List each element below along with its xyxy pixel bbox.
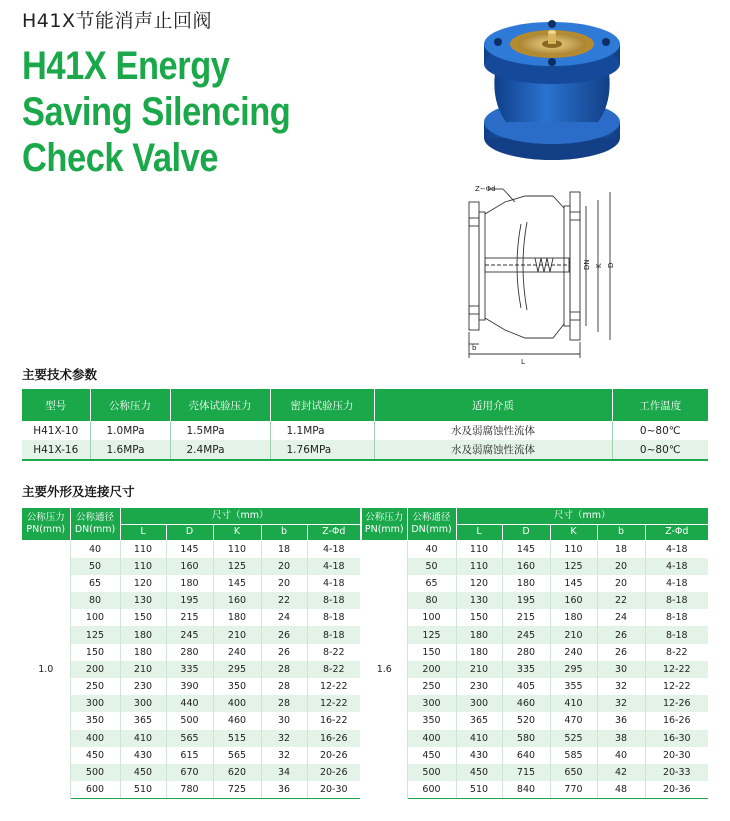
- dimension-cell: 20-26: [307, 747, 360, 764]
- dimension-cell: 500: [70, 764, 120, 781]
- dimension-cell: 195: [166, 592, 213, 609]
- dimension-cell: 500: [166, 712, 213, 729]
- dimension-cell: 180: [550, 609, 597, 626]
- dimension-cell: 355: [550, 678, 597, 695]
- dimension-cell: 350: [213, 678, 261, 695]
- dimension-cell: 520: [502, 712, 550, 729]
- dimension-cell: 28: [261, 695, 307, 712]
- dimension-cell: 640: [502, 747, 550, 764]
- dimension-cell: 410: [550, 695, 597, 712]
- dimension-cell: 65: [70, 575, 120, 592]
- dimension-cell: 160: [213, 592, 261, 609]
- dimension-cell: 280: [502, 644, 550, 661]
- dimension-cell: 8-18: [307, 626, 360, 643]
- table-row: [22, 695, 360, 712]
- dimension-cell: 22: [597, 592, 645, 609]
- spec-header-seal-test: 密封试验压力: [270, 389, 374, 421]
- dimension-cell: 12-22: [307, 678, 360, 695]
- dimension-cell: 150: [120, 609, 166, 626]
- dimension-cell: 250: [407, 678, 456, 695]
- dimension-cell: 12-22: [307, 695, 360, 712]
- dimension-cell: 180: [502, 575, 550, 592]
- table-row: [362, 712, 708, 729]
- table-row: [362, 661, 708, 678]
- dimension-cell: 405: [502, 678, 550, 695]
- dimension-cell: 780: [166, 781, 213, 799]
- dimension-cell: 180: [120, 644, 166, 661]
- dimension-cell: 24: [597, 609, 645, 626]
- spec-cell: 0~80℃: [612, 440, 708, 460]
- pn-value: 1.6: [362, 540, 407, 799]
- header-col-4: Z-Φd: [645, 524, 708, 540]
- dimension-cell: 4-18: [307, 575, 360, 592]
- dimension-cell: 725: [213, 781, 261, 799]
- dimension-cell: 145: [213, 575, 261, 592]
- dimension-cell: 38: [597, 730, 645, 747]
- dimension-cell: 180: [166, 575, 213, 592]
- dimension-cell: 8-18: [307, 609, 360, 626]
- dimension-cell: 460: [213, 712, 261, 729]
- dimension-cell: 125: [550, 558, 597, 575]
- header-col-0: L: [120, 524, 166, 540]
- dimension-cell: 500: [407, 764, 456, 781]
- table-row: [362, 695, 708, 712]
- spec-cell: 1.1MPa: [270, 421, 374, 440]
- dimension-cell: 32: [597, 695, 645, 712]
- spec-cell: H41X-16: [22, 440, 90, 460]
- table-row: [22, 781, 360, 799]
- dimension-cell: 50: [70, 558, 120, 575]
- dimension-cell: 210: [120, 661, 166, 678]
- spec-cell: 2.4MPa: [170, 440, 270, 460]
- dimension-cell: 8-18: [645, 626, 708, 643]
- header-dn: 公称通径DN(mm): [407, 508, 456, 540]
- dimension-cell: 350: [70, 712, 120, 729]
- dimension-cell: 230: [120, 678, 166, 695]
- dimension-cell: 620: [213, 764, 261, 781]
- dimension-cell: 615: [166, 747, 213, 764]
- dimension-cell: 26: [597, 644, 645, 661]
- dimension-cell: 130: [456, 592, 502, 609]
- spec-section-title: 主要技术参数: [22, 367, 98, 382]
- dimension-cell: 200: [70, 661, 120, 678]
- dimension-cell: 210: [456, 661, 502, 678]
- dimension-cell: 125: [70, 626, 120, 643]
- dimension-cell: 20-26: [307, 764, 360, 781]
- table-row: [22, 678, 360, 695]
- dimension-cell: 300: [407, 695, 456, 712]
- table-row: [22, 592, 360, 609]
- header-col-1: D: [502, 524, 550, 540]
- dimension-cell: 180: [120, 626, 166, 643]
- table-row: [22, 730, 360, 747]
- spec-table: [22, 389, 708, 461]
- dimension-cell: 8-18: [645, 592, 708, 609]
- dimension-cell: 470: [550, 712, 597, 729]
- table-row: [362, 609, 708, 626]
- dimension-cell: 16-26: [307, 730, 360, 747]
- table-row: [362, 575, 708, 592]
- dimension-cell: 50: [407, 558, 456, 575]
- dimension-cell: 28: [261, 661, 307, 678]
- dimension-cell: 26: [597, 626, 645, 643]
- label-b: b: [472, 344, 477, 352]
- dimension-cell: 580: [502, 730, 550, 747]
- table-row: [362, 540, 708, 558]
- header-size: 尺寸（mm）: [456, 508, 708, 524]
- page-title-chinese: H41X节能消声止回阀: [22, 10, 212, 32]
- dimension-cell: 245: [502, 626, 550, 643]
- dimension-cell: 40: [407, 540, 456, 558]
- dimension-cell: 250: [70, 678, 120, 695]
- table-row: [362, 558, 708, 575]
- dimension-cell: 16-26: [645, 712, 708, 729]
- dimension-cell: 295: [550, 661, 597, 678]
- spec-header-temperature: 工作温度: [612, 389, 708, 421]
- table-row: [362, 644, 708, 661]
- dimension-cell: 350: [407, 712, 456, 729]
- dimension-cell: 20: [597, 558, 645, 575]
- dimension-cell: 450: [407, 747, 456, 764]
- page-title-english-line-2: Saving Silencing: [22, 90, 291, 134]
- dimension-cell: 335: [502, 661, 550, 678]
- valve-technical-drawing: [455, 182, 635, 372]
- dimension-cell: 4-18: [307, 558, 360, 575]
- dimension-cell: 145: [550, 575, 597, 592]
- dimension-cell: 335: [166, 661, 213, 678]
- dimension-cell: 110: [213, 540, 261, 558]
- dimension-cell: 450: [70, 747, 120, 764]
- dimension-cell: 26: [261, 644, 307, 661]
- header-col-3: b: [261, 524, 307, 540]
- dimension-cell: 430: [456, 747, 502, 764]
- dimension-cell: 215: [166, 609, 213, 626]
- dimension-cell: 12-22: [645, 661, 708, 678]
- dimension-cell: 120: [120, 575, 166, 592]
- dimension-cell: 525: [550, 730, 597, 747]
- header-col-1: D: [166, 524, 213, 540]
- label-l: L: [521, 358, 525, 366]
- dimension-cell: 240: [550, 644, 597, 661]
- dimension-cell: 36: [261, 781, 307, 799]
- dimension-cell: 440: [166, 695, 213, 712]
- spec-cell: 水及弱腐蚀性流体: [374, 440, 612, 460]
- dimension-cell: 390: [166, 678, 213, 695]
- dimension-cell: 20: [261, 558, 307, 575]
- page-title-english-line-3: Check Valve: [22, 136, 219, 180]
- dimension-cell: 4-18: [645, 575, 708, 592]
- header-col-2: K: [550, 524, 597, 540]
- dimension-cell: 650: [550, 764, 597, 781]
- dimension-cell: 145: [166, 540, 213, 558]
- dimension-cell: 8-18: [645, 609, 708, 626]
- dimension-cell: 365: [456, 712, 502, 729]
- dimension-cell: 30: [261, 712, 307, 729]
- dimension-cell: 4-18: [307, 540, 360, 558]
- dimension-cell: 180: [456, 644, 502, 661]
- dimension-cell: 245: [166, 626, 213, 643]
- dimension-cell: 840: [502, 781, 550, 799]
- dimension-cell: 150: [70, 644, 120, 661]
- dimension-cell: 565: [213, 747, 261, 764]
- dimension-cell: 510: [456, 781, 502, 799]
- label-z-phi-d: Z−Φd: [475, 185, 496, 193]
- dimension-cell: 230: [456, 678, 502, 695]
- dimension-cell: 410: [120, 730, 166, 747]
- dimension-cell: 565: [166, 730, 213, 747]
- dimension-cell: 600: [407, 781, 456, 799]
- dimension-cell: 4-18: [645, 558, 708, 575]
- dimension-cell: 180: [456, 626, 502, 643]
- dimension-cell: 20-33: [645, 764, 708, 781]
- label-k: K: [595, 263, 603, 268]
- table-row: [362, 592, 708, 609]
- header-pn: 公称压力PN(mm): [22, 508, 70, 540]
- table-row: [22, 626, 360, 643]
- dimension-cell: 26: [261, 626, 307, 643]
- table-row: [362, 747, 708, 764]
- dimension-cell: 460: [502, 695, 550, 712]
- dimension-cell: 8-18: [307, 592, 360, 609]
- label-d: D: [607, 262, 615, 268]
- dimension-cell: 4-18: [645, 540, 708, 558]
- dimension-cell: 300: [70, 695, 120, 712]
- dimension-cell: 65: [407, 575, 456, 592]
- table-row: [362, 764, 708, 781]
- header-pn: 公称压力PN(mm): [362, 508, 407, 540]
- spec-header-shell-test: 壳体试验压力: [170, 389, 270, 421]
- dimension-cell: 32: [261, 730, 307, 747]
- table-row: [22, 609, 360, 626]
- dimension-cell: 100: [407, 609, 456, 626]
- dimension-cell: 600: [70, 781, 120, 799]
- label-dn: DN: [583, 259, 591, 270]
- table-row: [22, 712, 360, 729]
- dimension-table-pn16: [362, 508, 708, 799]
- dimension-cell: 100: [70, 609, 120, 626]
- dimension-cell: 240: [213, 644, 261, 661]
- table-row: [22, 575, 360, 592]
- dimension-cell: 8-22: [307, 644, 360, 661]
- dimension-cell: 195: [502, 592, 550, 609]
- dimension-cell: 125: [213, 558, 261, 575]
- dimension-cell: 110: [550, 540, 597, 558]
- dimension-cell: 40: [70, 540, 120, 558]
- header-col-4: Z-Φd: [307, 524, 360, 540]
- dimension-cell: 20-30: [645, 747, 708, 764]
- dimension-cell: 8-22: [307, 661, 360, 678]
- dimension-cell: 300: [120, 695, 166, 712]
- dimension-cell: 110: [120, 540, 166, 558]
- header-dn: 公称通径DN(mm): [70, 508, 120, 540]
- table-row: [22, 540, 360, 558]
- dimension-cell: 120: [456, 575, 502, 592]
- page-title-english-line-1: H41X Energy: [22, 44, 230, 88]
- dimension-cell: 450: [120, 764, 166, 781]
- dimension-cell: 130: [120, 592, 166, 609]
- dimension-cell: 16-30: [645, 730, 708, 747]
- dimension-cell: 80: [407, 592, 456, 609]
- table-row: [22, 440, 708, 460]
- dimension-cell: 20-36: [645, 781, 708, 799]
- dimension-cell: 48: [597, 781, 645, 799]
- dimension-cell: 150: [407, 644, 456, 661]
- dimension-cell: 150: [456, 609, 502, 626]
- dimension-cell: 28: [261, 678, 307, 695]
- dimension-cell: 32: [261, 747, 307, 764]
- dimension-cell: 180: [213, 609, 261, 626]
- spec-header-medium: 适用介质: [374, 389, 612, 421]
- dimension-cell: 24: [261, 609, 307, 626]
- table-row: [22, 421, 708, 440]
- dimension-cell: 12-22: [645, 678, 708, 695]
- dimension-cell: 80: [70, 592, 120, 609]
- dimension-cell: 18: [597, 540, 645, 558]
- dimension-cell: 400: [213, 695, 261, 712]
- dimension-cell: 300: [456, 695, 502, 712]
- dimension-cell: 110: [120, 558, 166, 575]
- dimension-cell: 670: [166, 764, 213, 781]
- dimension-table-pn10: [22, 508, 360, 799]
- dimension-section-title: 主要外形及连接尺寸: [22, 484, 135, 499]
- dimension-cell: 8-22: [645, 644, 708, 661]
- dimension-cell: 280: [166, 644, 213, 661]
- dimension-cell: 400: [70, 730, 120, 747]
- dimension-cell: 585: [550, 747, 597, 764]
- dimension-cell: 32: [597, 678, 645, 695]
- dimension-cell: 215: [502, 609, 550, 626]
- dimension-cell: 410: [456, 730, 502, 747]
- dimension-cell: 36: [597, 712, 645, 729]
- valve-product-photo: [470, 10, 635, 170]
- dimension-cell: 125: [407, 626, 456, 643]
- header-col-2: K: [213, 524, 261, 540]
- table-row: [362, 678, 708, 695]
- spec-header-model: 型号: [22, 389, 90, 421]
- table-row: [22, 764, 360, 781]
- dimension-cell: 40: [597, 747, 645, 764]
- dimension-cell: 200: [407, 661, 456, 678]
- header-col-3: b: [597, 524, 645, 540]
- table-row: [362, 626, 708, 643]
- dimension-cell: 210: [213, 626, 261, 643]
- spec-cell: 1.6MPa: [90, 440, 170, 460]
- table-row: [22, 747, 360, 764]
- dimension-cell: 210: [550, 626, 597, 643]
- dimension-cell: 30: [597, 661, 645, 678]
- dimension-cell: 42: [597, 764, 645, 781]
- dimension-cell: 12-26: [645, 695, 708, 712]
- spec-cell: 水及弱腐蚀性流体: [374, 421, 612, 440]
- dimension-cell: 145: [502, 540, 550, 558]
- dimension-cell: 160: [550, 592, 597, 609]
- dimension-cell: 34: [261, 764, 307, 781]
- dimension-cell: 715: [502, 764, 550, 781]
- dimension-cell: 515: [213, 730, 261, 747]
- table-row: [362, 781, 708, 799]
- dimension-cell: 430: [120, 747, 166, 764]
- header-col-0: L: [456, 524, 502, 540]
- dimension-cell: 295: [213, 661, 261, 678]
- table-row: [22, 661, 360, 678]
- dimension-cell: 20-30: [307, 781, 360, 799]
- dimension-cell: 22: [261, 592, 307, 609]
- spec-cell: 1.76MPa: [270, 440, 374, 460]
- spec-cell: 1.0MPa: [90, 421, 170, 440]
- header-size: 尺寸（mm）: [120, 508, 360, 524]
- spec-cell: 1.5MPa: [170, 421, 270, 440]
- dimension-cell: 18: [261, 540, 307, 558]
- table-row: [362, 730, 708, 747]
- dimension-cell: 16-22: [307, 712, 360, 729]
- pn-value: 1.0: [22, 540, 70, 799]
- dimension-cell: 365: [120, 712, 166, 729]
- dimension-cell: 160: [502, 558, 550, 575]
- spec-cell: 0~80℃: [612, 421, 708, 440]
- spec-header-nominal-pressure: 公称压力: [90, 389, 170, 421]
- dimension-cell: 450: [456, 764, 502, 781]
- spec-cell: H41X-10: [22, 421, 90, 440]
- table-row: [22, 644, 360, 661]
- dimension-cell: 510: [120, 781, 166, 799]
- dimension-cell: 400: [407, 730, 456, 747]
- dimension-cell: 160: [166, 558, 213, 575]
- dimension-cell: 110: [456, 540, 502, 558]
- table-row: [22, 558, 360, 575]
- dimension-cell: 20: [261, 575, 307, 592]
- dimension-cell: 110: [456, 558, 502, 575]
- dimension-cell: 20: [597, 575, 645, 592]
- dimension-cell: 770: [550, 781, 597, 799]
